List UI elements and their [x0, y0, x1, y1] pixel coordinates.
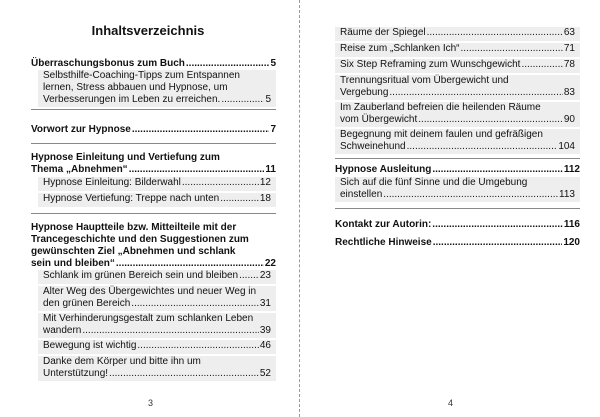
toc-subentry-bilderwahl[interactable]: Hypnose Einleitung: Bilderwahl ..... 12 [38, 177, 276, 191]
page-number: 3 [148, 398, 154, 408]
toc-entry-rechtliches[interactable]: Rechtliche Hinweise ..... 120 [335, 237, 580, 249]
toc-subentry-gruener-bereich[interactable]: Schlank im grünen Bereich sein und bleiben ..... 23 [38, 270, 276, 284]
toc-subentry-verhinderungsgestalt[interactable]: Mit Verhinderungsgestalt zum schlanken Leben wandern ..... 39 [38, 313, 276, 338]
toc-subentry-treppe[interactable]: Hypnose Vertiefung: Treppe nach unten ..... 18 [38, 193, 276, 207]
toc-subentry-trennungsritual[interactable]: Trennungsritual vom Übergewicht und Vergebung ..... 83 [335, 75, 580, 100]
toc-subentry-schlanken-ich[interactable]: Reise zum „Schlanken Ich“ ..... 71 [335, 43, 580, 57]
section-divider [335, 158, 580, 159]
toc-subentry-fuenf-sinne[interactable]: Sich auf die fünf Sinne und die Umgebung einstellen ..... 113 [335, 177, 580, 202]
section-divider [31, 213, 276, 214]
page-divider [299, 0, 300, 417]
toc-subentry-bewegung[interactable]: Bewegung ist wichtig ..... 46 [38, 340, 276, 354]
toc-entry-kontakt[interactable]: Kontakt zur Autorin: ..... 116 [335, 219, 580, 231]
left-page [0, 0, 296, 417]
toc-entry-ausleitung[interactable]: Hypnose Ausleitung ..... 112 [335, 164, 580, 176]
toc-subentry-alter-weg[interactable]: Alter Weg des Übergewichtes und neuer Weg in den grünen Bereich ..... 31 [38, 286, 276, 311]
section-divider [31, 109, 276, 110]
toc-subentry-spiegel[interactable]: Räume der Spiegel ..... 63 [335, 27, 580, 41]
toc-entry-bonus[interactable]: Überraschungsbonus zum Buch ..... 5 [31, 58, 276, 70]
toc-subentry-zauberland[interactable]: Im Zauberland befreien die heilenden Räume vom Übergewicht ..... 90 [335, 102, 580, 127]
toc-subentry-reframing[interactable]: Six Step Reframing zum Wunschgewicht ..... 78 [335, 59, 580, 73]
toc-entry-vorwort[interactable]: Vorwort zur Hypnose ..... 7 [31, 124, 276, 136]
right-page [304, 0, 600, 417]
toc-entry-hauptteile[interactable]: Hypnose Hauptteile bzw. Mitteilteile mit der Trancegeschichte und den Suggestionen zum gewünschten Ziel „Abnehmen und schlank sein und bleiben“ ..... 22 [31, 222, 276, 270]
toc-subentry-schweinehund[interactable]: Begegnung mit deinem faulen und gefräßigen Schweinehund ..... 104 [335, 129, 580, 154]
section-divider [335, 208, 580, 209]
page-number: 4 [448, 398, 454, 408]
section-divider [31, 143, 276, 144]
toc-subentry-selbsthilfe[interactable]: Selbsthilfe-Coaching-Tipps zum Entspannen lernen, Stress abbauen und Hypnose, um Verbesserungen im Leben zu erreichen. ..... 5 [38, 70, 276, 107]
toc-title: Inhaltsverzeichnis [91, 23, 205, 38]
toc-subentry-danke-koerper[interactable]: Danke dem Körper und bitte ihn um Unterstützung! ..... 52 [38, 356, 276, 381]
toc-entry-einleitung[interactable]: Hypnose Einleitung und Vertiefung zum Thema „Abnehmen“ ..... 11 [31, 152, 276, 176]
